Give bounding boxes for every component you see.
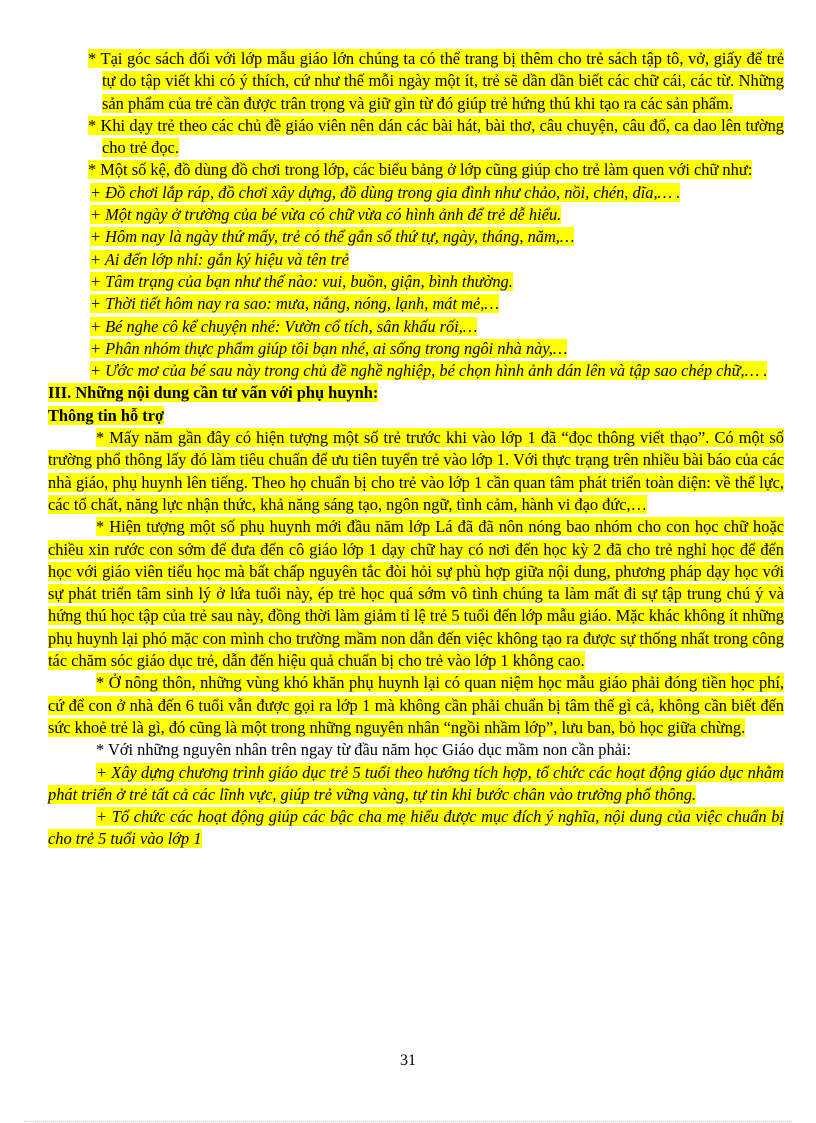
page-bottom-divider (24, 1121, 792, 1122)
italic-list-item: + Tâm trạng của bạn như thế nào: vui, buồn, giận, bình thường. (90, 271, 513, 291)
italic-list-item: + Đồ chơi lắp ráp, đồ chơi xây dựng, đồ dùng trong gia đình như chảo, nồi, chén, dĩa,… . (90, 182, 681, 202)
body-paragraph: * Với những nguyên nhân trên ngay từ đầu năm học Giáo dục mầm non cần phải: (96, 740, 632, 760)
page-content (48, 48, 784, 851)
section-heading: III. Những nội dung cần tư vấn với phụ huynh: (48, 383, 379, 403)
italic-list-item: + Ước mơ của bé sau này trong chủ đề nghề nghiệp, bé chọn hình ảnh dán lên và tập sao chép chữ,… . (90, 361, 768, 381)
body-paragraph: * Mấy năm gần đây có hiện tượng một số trẻ trước khi vào lớp 1 đã “đọc thông viết thạo”. Có một số trường phổ thông lấy đó làm tiêu chuẩn để ưu tiên tuyển trẻ vào lớp 1. Với thực trạng trên nhiều bài báo của các nhà giáo, phụ huynh lên tiếng. Theo họ chuẩn bị cho trẻ vào lớp 1 cần quan tâm phát triển toàn diện: về thể lực, các tố chất, năng lực nhận thức, khả năng sáng tạo, ngôn ngữ, tình cảm, hành vi đạo đức,… (48, 428, 784, 514)
sub-heading: Thông tin hỗ trợ (48, 405, 165, 425)
italic-list-item: + Một ngày ở trường của bé vừa có chữ vừa có hình ảnh để trẻ dễ hiểu. (90, 205, 562, 225)
bullet-paragraph-themes: * Khi dạy trẻ theo các chủ đề giáo viên nên dán các bài hát, bài thơ, câu chuyện, câu đố, ca dao lên tường cho trẻ đọc. (88, 115, 784, 158)
bullet-paragraph-book-corner: * Tại góc sách đối với lớp mẫu giáo lớn chúng ta có thể trang bị thêm cho trẻ sách tập tô, vở, giấy để trẻ tự do tập viết khi có ý thích, cứ như thế mỗi ngày một ít, trẻ sẽ dần dần biết các chữ cái, các từ. Những sản phẩm của trẻ cần được trân trọng và giữ gìn từ đó giúp trẻ hứng thú khi tạo ra các sản phẩm. (88, 49, 784, 113)
italic-body-paragraph: + Xây dựng chương trình giáo dục trẻ 5 tuổi theo hướng tích hợp, tổ chức các hoạt động giáo dục nhằm phát triển ở trẻ tất cả các lĩnh vực, giúp trẻ vững vàng, tự tin khi bước chân vào trường phổ thông. (48, 762, 784, 804)
bullet-paragraph-shelves: * Một số kệ, đồ dùng đồ chơi trong lớp, các biểu bảng ở lớp cũng giúp cho trẻ làm quen với chữ như: (88, 160, 753, 180)
italic-list-item: + Ai đến lớp nhỉ: gắn ký hiệu và tên trẻ (90, 249, 349, 269)
italic-list-item: + Hôm nay là ngày thứ mấy, trẻ có thể gắn số thứ tự, ngày, tháng, năm,… (90, 227, 575, 247)
body-paragraph: * Hiện tượng một số phụ huynh mới đầu năm lớp Lá đã đã nôn nóng bao nhóm cho con học chữ hoặc chiều xin rước con sớm để đưa đến cô giáo lớp 1 dạy chữ hay có nơi đến học kỳ 2 đã cho trẻ nghỉ học để đến học với giáo viên tiểu học mà bất chấp nguyên tắc đòi hỏi sự phù hợp giữa nội dung, phương pháp dạy học với sự phát triển tâm sinh lý ở lứa tuổi này, ép trẻ học quá sớm vô tình chúng ta làm mất đi sự tập trung chú ý và hứng thú học tập của trẻ sau này, đồng thời làm giảm tỉ lệ trẻ 5 tuổi đến lớp mẫu giáo. Mặc khác không ít những phụ huynh lại phó mặc con mình cho trường mầm non dẫn đến việc không tạo ra được sự thống nhất trong công tác chăm sóc giáo dục trẻ, dẫn đến hiệu quả chuẩn bị cho trẻ vào lớp 1 không cao. (48, 517, 784, 671)
italic-body-paragraph: + Tổ chức các hoạt động giúp các bậc cha mẹ hiểu được mục đích ý nghĩa, nội dung của việc chuẩn bị cho trẻ 5 tuổi vào lớp 1 (48, 807, 784, 849)
italic-list-item: + Phân nhóm thực phẩm giúp tôi bạn nhé, ai sống trong ngôi nhà này,… (90, 338, 568, 358)
italic-list-item: + Bé nghe cô kể chuyện nhé: Vườn cổ tích, sân khấu rối,… (90, 316, 478, 336)
body-paragraph: * Ở nông thôn, những vùng khó khăn phụ huynh lại có quan niệm học mẫu giáo phải đóng tiền học phí, cứ để con ở nhà đến 6 tuổi vẫn được gọi ra lớp 1 mà không cần phải chuẩn bị tâm thế gì cả, không cần biết đến sức khoẻ trẻ là gì, đó cũng là một trong những nguyên nhân “ngồi nhầm lớp”, lưu ban, bỏ học giữa chừng. (48, 673, 784, 737)
italic-list-item: + Thời tiết hôm nay ra sao: mưa, nắng, nóng, lạnh, mát mẻ,… (90, 294, 499, 314)
page-number: 31 (400, 1052, 416, 1069)
